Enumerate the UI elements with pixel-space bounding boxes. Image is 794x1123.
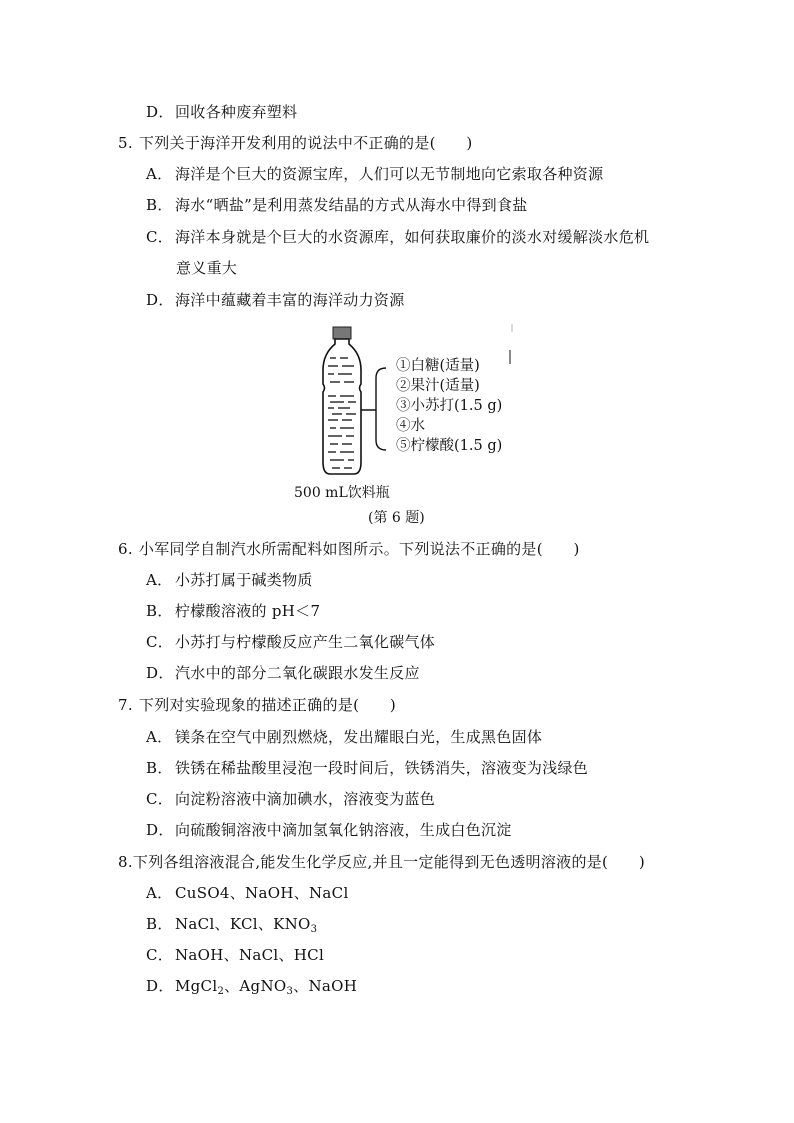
ingredient-item: ②果汁(适量) [396,378,480,394]
q6-option-a: A． 小苏打属于碱类物质 [146,571,313,589]
question-8-stem [118,852,645,872]
bottle-label: 500 mL饮料瓶 [294,485,390,501]
ingredient-item: ①白糖(适量) [396,358,480,374]
q4-option-d [146,102,297,122]
q8-option-c: C． NaOH、NaCl、HCl [146,946,325,964]
bottle-body [323,339,361,474]
question-6-stem [118,539,580,559]
option-text: 回收各种废弃塑料 [175,103,298,121]
q7-option-a: A． 镁条在空气中剧烈燃烧，发出耀眼白光，生成黑色固体 [146,728,543,746]
ingredient-brace [361,368,386,450]
option-label: D． [146,103,174,121]
ingredient-item: ④水 [396,418,425,434]
question-number: 6. [118,540,133,558]
question-text: 小军同学自制汽水所需配料如图所示。下列说法不正确的是( ) [138,540,580,558]
q8-option-b: B． NaCl、KCl、$KNO_3$ [146,915,318,935]
question-7-stem [118,695,396,715]
question-5-stem [118,133,473,153]
bottle-cap [333,327,351,339]
q8-option-a: A． CuSO4、NaOH、NaCl [146,884,349,902]
question-number: 5. [118,134,133,152]
q5-option-b: B． 海水“晒盐”是利用蒸发结晶的方式从海水中得到食盐 [146,196,528,214]
q6-option-d: D．汽水中的部分二氧化碳跟水发生反应 [146,664,420,682]
question-number: 8. [118,853,133,871]
q5-option-c: C． 海洋本身就是个巨大的水资源库，如何获取廉价的淡水对缓解淡水危机 [146,228,650,246]
q7-option-c: C． 向淀粉溶液中滴加碘水，溶液变为蓝色 [146,790,436,808]
question-text: 下列关于海洋开发利用的说法中不正确的是( ) [138,134,473,152]
q5-option-d: D．海洋中蕴藏着丰富的海洋动力资源 [146,291,405,309]
question-text: 下列对实验现象的描述正确的是( ) [138,696,397,714]
q6-option-b: B． 柠檬酸溶液的 pH＜7 [146,602,321,620]
question-number: 7. [118,696,133,714]
q7-option-d: D．向硫酸铜溶液中滴加氢氧化钠溶液，生成白色沉淀 [146,821,512,839]
q8-option-d: D．MgCl$_2$、AgNO$_3$、NaOH [146,977,358,997]
figure-caption: (第 6 题) [368,510,425,526]
q5-option-c-continuation: 意义重大 [176,259,238,277]
question-text: 下列各组溶液混合,能发生化学反应,并且一定能得到无色透明溶液的是( ) [132,853,645,871]
ingredient-item: ⑤柠檬酸(1.5 g) [396,438,503,454]
q7-option-b: B． 铁锈在稀盐酸里浸泡一段时间后，铁锈消失，溶液变为浅绿色 [146,759,589,777]
q5-option-a: A． 海洋是个巨大的资源宝库，人们可以无节制地向它索取各种资源 [146,165,604,183]
bottle-figure [290,322,530,532]
ingredient-item: ③小苏打(1.5 g) [396,398,503,414]
q6-option-c: C． 小苏打与柠檬酸反应产生二氧化碳气体 [146,633,436,651]
